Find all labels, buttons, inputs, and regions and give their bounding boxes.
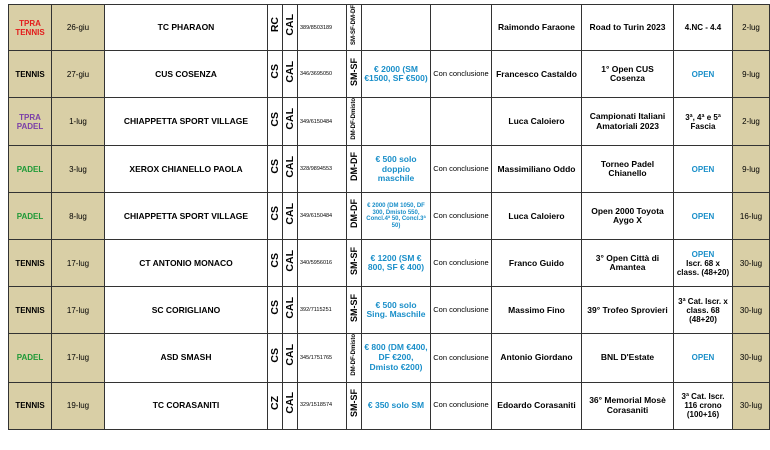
tournament-name: 39° Trofeo Sprovieri	[582, 287, 674, 334]
end-date: 16-lug	[733, 193, 770, 240]
discipline-label: PADEL	[16, 353, 44, 363]
phone-number: 349/6150484	[298, 193, 347, 240]
prize-money: € 500 solo Sing. Maschile	[362, 287, 431, 334]
tournament-name: Road to Turin 2023	[582, 5, 674, 51]
table-row	[9, 5, 770, 51]
categories-cell	[347, 287, 362, 334]
region: CAL	[283, 249, 296, 272]
club-name: CUS COSENZA	[105, 51, 268, 98]
table-row	[9, 51, 770, 98]
categories: SM-SF	[348, 388, 359, 417]
club-name: XEROX CHIANELLO PAOLA	[105, 146, 268, 193]
club-name: CHIAPPETTA SPORT VILLAGE	[105, 193, 268, 240]
discipline-label: TPRA	[19, 112, 41, 122]
province: RC	[268, 17, 281, 33]
phone-number: 389/8503189	[298, 5, 347, 51]
conclusion	[431, 5, 492, 51]
phone-number: 345/1751765	[298, 334, 347, 382]
limit-open: OPEN	[691, 249, 715, 259]
end-date: 2-lug	[733, 98, 770, 146]
region: CAL	[283, 392, 296, 414]
end-date: 9-lug	[733, 146, 770, 193]
province: CS	[268, 300, 281, 316]
discipline-cell	[9, 240, 52, 287]
region-cell	[283, 5, 298, 51]
start-date: 1-lug	[52, 98, 105, 146]
categories-cell	[347, 5, 362, 51]
club-name: CT ANTONIO MONACO	[105, 240, 268, 287]
phone-number: 329/1518574	[298, 382, 347, 429]
region-cell	[283, 382, 298, 429]
tournament-name: 36° Memorial Mosè Corasaniti	[582, 382, 674, 429]
conclusion: Con conclusione	[431, 146, 492, 193]
classification-limit: 4.NC - 4.4	[674, 5, 733, 51]
end-date: 30-lug	[733, 334, 770, 382]
table-row	[9, 382, 770, 429]
categories-cell	[347, 382, 362, 429]
limit-extra: Iscr. 68 x class. (48+20)	[676, 258, 730, 278]
classification-limit: 3ª Cat. Iscr. x class. 68 (48+20)	[674, 287, 733, 334]
province: CS	[268, 347, 281, 363]
categories: DM-DF-Dmisto	[350, 98, 357, 141]
province-cell	[268, 146, 283, 193]
discipline-label: TENNIS	[15, 400, 45, 410]
region: CAL	[283, 202, 296, 225]
phone-number: 346/3695050	[298, 51, 347, 98]
classification-limit: OPEN	[674, 334, 733, 382]
referee: Massimo Fino	[492, 287, 582, 334]
conclusion: Con conclusione	[431, 193, 492, 240]
province-cell	[268, 51, 283, 98]
prize-money	[362, 98, 431, 146]
region: CAL	[283, 108, 296, 131]
start-date: 8-lug	[52, 193, 105, 240]
club-name: CHIAPPETTA SPORT VILLAGE	[105, 98, 268, 146]
categories: DM-DF	[348, 199, 359, 229]
tournament-name: Open 2000 Toyota Aygo X	[582, 193, 674, 240]
region: CAL	[283, 344, 296, 367]
discipline-cell	[9, 193, 52, 240]
discipline-label: PADEL	[16, 211, 44, 221]
tournament-table	[8, 4, 770, 430]
referee: Franco Guido	[492, 240, 582, 287]
phone-number: 349/6150484	[298, 98, 347, 146]
tournament-name: 1° Open CUS Cosenza	[582, 51, 674, 98]
club-name: TC CORASANITI	[105, 382, 268, 429]
region-cell	[283, 334, 298, 382]
categories: SM-SF	[348, 246, 359, 275]
discipline-cell	[9, 51, 52, 98]
prize-money: € 2000 (DM 1050, DF 300, Dmisto 550, Concl.4ª 50, Concl.3ª 50)	[362, 193, 431, 240]
region: CAL	[283, 60, 296, 83]
region: CAL	[283, 14, 296, 36]
end-date: 9-lug	[733, 51, 770, 98]
referee: Massimiliano Oddo	[492, 146, 582, 193]
discipline-label-2: PADEL	[16, 121, 44, 131]
categories: DM-DF-Dmisto	[350, 334, 357, 377]
limit-cell	[674, 240, 733, 287]
club-name: TC PHARAON	[105, 5, 268, 51]
discipline-label: TENNIS	[15, 69, 45, 79]
discipline-cell	[9, 334, 52, 382]
categories: SM-SF	[348, 293, 359, 322]
discipline-cell	[9, 287, 52, 334]
province: CS	[268, 159, 281, 175]
conclusion: Con conclusione	[431, 240, 492, 287]
end-date: 30-lug	[733, 240, 770, 287]
discipline-label: PADEL	[16, 164, 44, 174]
region-cell	[283, 193, 298, 240]
prize-money: € 1200 (SM € 800, SF € 400)	[362, 240, 431, 287]
referee: Luca Caloiero	[492, 193, 582, 240]
tournament-name: 3° Open Città di Amantea	[582, 240, 674, 287]
classification-limit: OPEN	[674, 146, 733, 193]
table-row	[9, 240, 770, 287]
conclusion: Con conclusione	[431, 51, 492, 98]
table-row	[9, 146, 770, 193]
categories-cell	[347, 98, 362, 146]
conclusion: Con conclusione	[431, 334, 492, 382]
province-cell	[268, 287, 283, 334]
start-date: 27-giu	[52, 51, 105, 98]
tournament-name: Campionati Italiani Amatoriali 2023	[582, 98, 674, 146]
province: CS	[268, 64, 281, 79]
discipline-label: TENNIS	[15, 258, 45, 268]
classification-limit: 3ª Cat. Iscr. 116 crono (100+16)	[674, 382, 733, 429]
discipline-cell	[9, 146, 52, 193]
conclusion	[431, 98, 492, 146]
discipline-label: TPRA	[19, 18, 41, 28]
province-cell	[268, 98, 283, 146]
discipline-cell	[9, 5, 52, 51]
categories: SM-SF	[348, 57, 359, 86]
province: CS	[268, 111, 281, 127]
province-cell	[268, 5, 283, 51]
tournament-name: Torneo Padel Chianello	[582, 146, 674, 193]
table-row	[9, 287, 770, 334]
region-cell	[283, 146, 298, 193]
province-cell	[268, 382, 283, 429]
prize-money: € 2000 (SM €1500, SF €500)	[362, 51, 431, 98]
province: CZ	[268, 395, 281, 410]
categories-cell	[347, 334, 362, 382]
prize-money: € 500 solo doppio maschile	[362, 146, 431, 193]
discipline-label: TENNIS	[15, 305, 45, 315]
prize-money: € 800 (DM €400, DF €200, Dmisto €200)	[362, 334, 431, 382]
province-cell	[268, 193, 283, 240]
start-date: 26-giu	[52, 5, 105, 51]
club-name: SC CORIGLIANO	[105, 287, 268, 334]
categories: SM-SF-DM-DF	[350, 5, 357, 45]
end-date: 30-lug	[733, 382, 770, 429]
start-date: 3-lug	[52, 146, 105, 193]
end-date: 30-lug	[733, 287, 770, 334]
conclusion: Con conclusione	[431, 382, 492, 429]
table-row	[9, 98, 770, 146]
phone-number: 340/5956016	[298, 240, 347, 287]
region: CAL	[283, 296, 296, 319]
table-row	[9, 334, 770, 382]
conclusion: Con conclusione	[431, 287, 492, 334]
tournament-table-body	[9, 5, 770, 430]
categories-cell	[347, 51, 362, 98]
classification-limit: OPEN	[674, 51, 733, 98]
referee: Antonio Giordano	[492, 334, 582, 382]
prize-money	[362, 5, 431, 51]
referee: Edoardo Corasaniti	[492, 382, 582, 429]
referee: Francesco Castaldo	[492, 51, 582, 98]
end-date: 2-lug	[733, 5, 770, 51]
phone-number: 328/9894553	[298, 146, 347, 193]
table-row	[9, 193, 770, 240]
start-date: 17-lug	[52, 240, 105, 287]
discipline-cell	[9, 382, 52, 429]
classification-limit: 3ª, 4ª e 5ª Fascia	[674, 98, 733, 146]
province-cell	[268, 240, 283, 287]
discipline-cell	[9, 98, 52, 146]
categories-cell	[347, 240, 362, 287]
province: CS	[268, 206, 281, 222]
categories: DM-DF	[348, 152, 359, 182]
start-date: 19-lug	[52, 382, 105, 429]
start-date: 17-lug	[52, 287, 105, 334]
referee: Luca Caloiero	[492, 98, 582, 146]
phone-number: 392/7115251	[298, 287, 347, 334]
categories-cell	[347, 146, 362, 193]
region-cell	[283, 98, 298, 146]
region-cell	[283, 240, 298, 287]
region-cell	[283, 287, 298, 334]
club-name: ASD SMASH	[105, 334, 268, 382]
discipline-label-2: TENNIS	[15, 27, 45, 37]
tournament-name: BNL D'Estate	[582, 334, 674, 382]
referee: Raimondo Faraone	[492, 5, 582, 51]
region-cell	[283, 51, 298, 98]
prize-money: € 350 solo SM	[362, 382, 431, 429]
province: CS	[268, 253, 281, 269]
region: CAL	[283, 155, 296, 178]
categories-cell	[347, 193, 362, 240]
start-date: 17-lug	[52, 334, 105, 382]
classification-limit: OPEN	[674, 193, 733, 240]
province-cell	[268, 334, 283, 382]
